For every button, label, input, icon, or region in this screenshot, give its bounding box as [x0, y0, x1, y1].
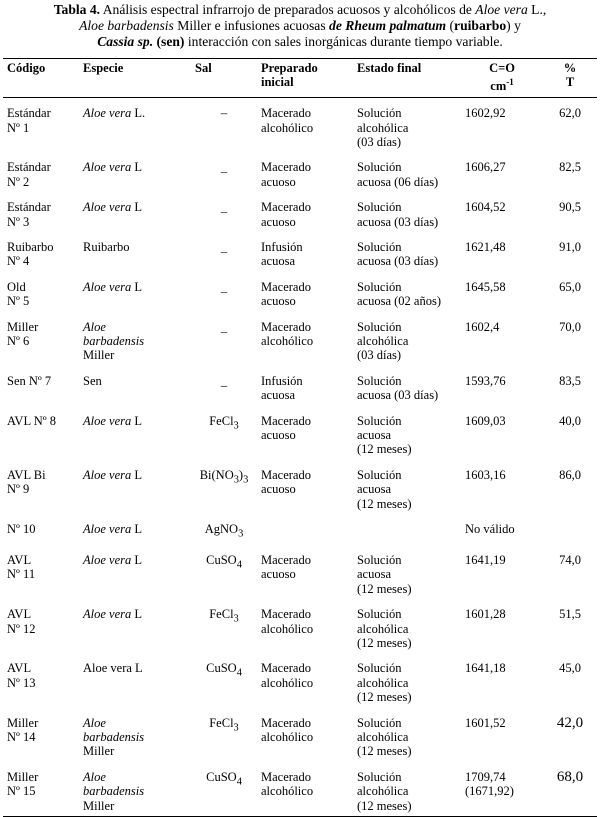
- cell-co: 1601,28: [465, 607, 506, 622]
- caption-text: L.,: [527, 2, 547, 17]
- cell-sal: $Bi(NO_3)_3$: [199, 467, 249, 486]
- cell-pct: 82,5: [559, 160, 581, 175]
- cell-preparado: Macerado alcohólico: [261, 769, 314, 799]
- table-row: [3, 272, 597, 312]
- cell-pct: 74,0: [559, 553, 581, 567]
- cell-pct: 65,0: [559, 279, 581, 294]
- cell-sal: –: [220, 106, 228, 121]
- cell-estado: Solución acuosa (06 días): [357, 160, 439, 189]
- cell-preparado: Macerado alcohólico: [261, 715, 314, 745]
- cell-especie: Aloe barbadensis Miller: [83, 715, 145, 759]
- cell-sal: _: [220, 373, 228, 388]
- cell-pct: [543, 514, 597, 545]
- cell-pct: 83,5: [559, 373, 581, 388]
- cell-codigo: AVL Nº 12: [7, 607, 36, 636]
- cell-estado: Solución acuosa (03 días): [357, 373, 439, 403]
- cell-especie: Aloe barbadensis Miller: [83, 769, 145, 813]
- table-row: [3, 152, 597, 192]
- cell-codigo: Estándar Nº 2: [7, 160, 51, 189]
- cell-estado: Solución alcohólica (12 meses): [357, 607, 412, 651]
- table-body: [3, 98, 597, 817]
- cell-especie: Sen: [83, 373, 102, 388]
- caption-text: ) y: [506, 18, 521, 33]
- cell-preparado: Macerado acuoso: [261, 160, 311, 189]
- caption-common-name: ruibarbo: [454, 18, 507, 33]
- cell-co: 1606,27: [465, 160, 506, 175]
- cell-sal: FeCl$_3$: [209, 715, 239, 734]
- cell-codigo: AVL Bi Nº 9: [7, 467, 46, 497]
- table-row: [3, 232, 597, 272]
- cell-especie: Aloe vera L.: [83, 106, 146, 121]
- header-especie: Especie: [83, 61, 124, 75]
- header-preparado: Preparado inicial: [261, 61, 318, 89]
- cell-pct: 62,0: [559, 106, 581, 121]
- caption-text: Análisis espectral infrarrojo de preparados acuosos y alcohólicos de: [100, 2, 476, 17]
- table-row: [3, 366, 597, 406]
- cell-pct: 51,5: [559, 607, 581, 622]
- cell-especie: Aloe vera L: [83, 661, 143, 676]
- cell-estado: Solución acuosa (03 días): [357, 240, 439, 269]
- table-row: [3, 762, 597, 817]
- cell-estado: Solución alcohólica (12 meses): [357, 661, 412, 705]
- caption-species: Cassia sp.: [97, 34, 154, 49]
- cell-preparado: Macerado acuoso: [261, 467, 311, 497]
- cell-co: 1593,76: [465, 373, 506, 388]
- cell-estado: Solución acuosa (02 años): [357, 279, 441, 309]
- cell-co: 1601,52: [465, 715, 506, 730]
- cell-pct: 91,0: [559, 240, 581, 254]
- table-row: [3, 545, 597, 599]
- caption-species: Aloe barbadensis: [79, 18, 174, 33]
- table-row: [3, 192, 597, 232]
- header-sal: Sal: [195, 61, 212, 75]
- cell-preparado: Infusión acuosa: [261, 240, 303, 269]
- cell-especie: Aloe vera L: [83, 522, 143, 537]
- cell-co: 1609,03: [465, 413, 506, 428]
- table-row: [3, 599, 597, 653]
- cell-estado: Solución acuosa (12 meses): [357, 467, 412, 511]
- cell-sal: _: [220, 279, 228, 294]
- cell-codigo: AVL Nº 11: [7, 553, 36, 582]
- cell-especie: Aloe barbadensis Miller: [83, 319, 145, 363]
- cell-preparado: Macerado acuoso: [261, 553, 311, 582]
- cell-co: 1645,58: [465, 279, 506, 294]
- cell-sal: _: [220, 319, 228, 334]
- cell-sal: CuSO$_4$: [206, 553, 242, 571]
- cell-preparado: [257, 514, 353, 545]
- cell-preparado: Macerado acuoso: [261, 200, 311, 229]
- cell-codigo: Miller Nº 6: [7, 319, 39, 349]
- caption-text: (: [446, 18, 455, 33]
- cell-preparado: Macerado alcohólico: [261, 661, 314, 690]
- cell-sal: CuSO$_4$: [206, 769, 242, 788]
- cell-estado: Solución alcohólica (03 días): [357, 106, 409, 149]
- cell-codigo: Ruibarbo Nº 4: [7, 240, 54, 269]
- cell-co: 1641,19: [465, 553, 506, 567]
- cell-preparado: Macerado alcohólico: [261, 319, 314, 349]
- table-row: [3, 708, 597, 762]
- cell-co: No válido: [465, 522, 515, 537]
- cell-pct: 45,0: [559, 661, 581, 676]
- cell-sal: FeCl$_3$: [209, 607, 239, 625]
- cell-sal: _: [220, 160, 228, 175]
- cell-estado: [353, 514, 461, 545]
- cell-pct: 86,0: [559, 467, 581, 482]
- cell-codigo: AVL Nº 8: [7, 413, 57, 428]
- ir-analysis-table: [3, 58, 597, 817]
- cell-codigo: Old Nº 5: [7, 279, 30, 309]
- cell-especie: Aloe vera L: [83, 200, 143, 215]
- cell-preparado: Macerado alcohólico: [261, 106, 314, 135]
- cell-sal: AgNO$_3$: [204, 522, 244, 540]
- cell-co: 1602,92: [465, 106, 506, 121]
- cell-sal: _: [220, 240, 228, 254]
- cell-codigo: Miller Nº 14: [7, 715, 39, 745]
- cell-especie: Aloe vera L: [83, 279, 143, 294]
- cell-sal: CuSO$_4$: [206, 661, 242, 679]
- cell-pct: 42,0: [556, 714, 584, 731]
- cell-pct: 70,0: [559, 319, 581, 334]
- cell-co: 1709,74 (1671,92): [465, 769, 514, 799]
- cell-codigo: Estándar Nº 1: [7, 106, 51, 135]
- cell-estado: Solución alcohólica (03 días): [357, 319, 409, 363]
- caption-species: de Rheum palmatum: [329, 18, 447, 33]
- cell-estado: Solución acuosa (12 meses): [357, 553, 412, 596]
- cell-estado: Solución acuosa (03 días): [357, 200, 439, 229]
- cell-especie: Aloe vera L: [83, 607, 143, 622]
- cell-especie: Ruibarbo: [83, 240, 130, 254]
- cell-especie: Aloe vera L: [83, 160, 143, 175]
- caption-text: interacción con sales inorgánicas durante tiempo variable.: [184, 34, 503, 49]
- caption-label: Tabla 4.: [53, 2, 101, 17]
- cell-co: 1604,52: [465, 200, 506, 215]
- cell-codigo: Miller Nº 15: [7, 769, 39, 799]
- caption-common-name: (sen): [156, 34, 185, 49]
- cell-especie: Aloe vera L: [83, 467, 143, 482]
- cell-estado: Solución acuosa (12 meses): [357, 413, 412, 457]
- caption-species: Aloe vera: [475, 2, 528, 17]
- cell-codigo: Sen Nº 7: [7, 373, 52, 388]
- cell-codigo: Estándar Nº 3: [7, 200, 51, 229]
- header-co: C=O $cm^{-1}$: [489, 61, 515, 94]
- table-row: [3, 406, 597, 460]
- caption-text: Miller e infusiones acuosas: [173, 18, 330, 33]
- cell-pct: 68,0: [556, 768, 584, 785]
- header-codigo: Código: [7, 61, 46, 75]
- header-pct: % T: [563, 61, 577, 89]
- cell-co: 1621,48: [465, 240, 506, 254]
- cell-preparado: Macerado acuoso: [261, 413, 311, 443]
- cell-preparado: Macerado acuoso: [261, 279, 311, 309]
- cell-preparado: Macerado alcohólico: [261, 607, 314, 636]
- cell-especie: Aloe vera L: [83, 553, 143, 567]
- cell-co: 1603,16: [465, 467, 506, 482]
- cell-co: 1641,18: [465, 661, 506, 676]
- cell-sal: _: [220, 200, 228, 215]
- table-caption: [8, 2, 592, 50]
- cell-codigo: Nº 10: [7, 522, 36, 537]
- cell-especie: Aloe vera L: [83, 413, 143, 428]
- table-row: [3, 98, 597, 153]
- cell-preparado: Infusión acuosa: [261, 373, 303, 403]
- header-estado: Estado final: [357, 61, 422, 75]
- cell-codigo: AVL Nº 13: [7, 661, 36, 690]
- cell-pct: 90,5: [559, 200, 581, 215]
- table-row: [3, 514, 597, 545]
- table-row: [3, 653, 597, 707]
- cell-co: 1602,4: [465, 319, 500, 334]
- cell-estado: Solución alcohólica (12 meses): [357, 769, 412, 813]
- table-header: [3, 59, 597, 98]
- cell-estado: Solución alcohólica (12 meses): [357, 715, 412, 759]
- table-row: [3, 312, 597, 366]
- cell-pct: 40,0: [559, 413, 581, 428]
- table-row: [3, 460, 597, 514]
- cell-sal: FeCl$_3$: [209, 413, 239, 432]
